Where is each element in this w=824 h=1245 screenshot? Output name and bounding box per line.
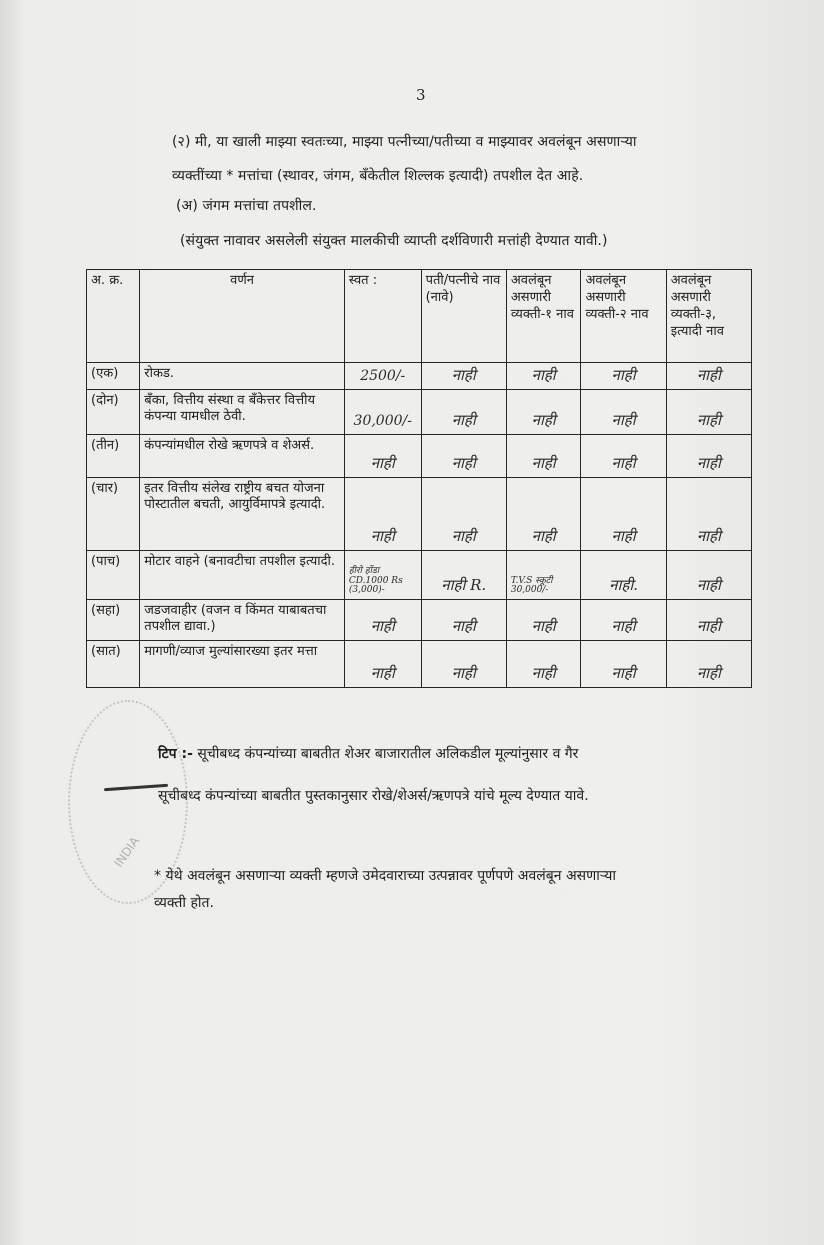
header-dependent-1: अवलंबून असणारी व्यक्ती-१ नाव <box>506 270 581 363</box>
row-dep3-value: नाही <box>666 434 751 477</box>
intro-line-1: (२) मी, या खाली माझ्या स्वतःच्या, माझ्या पत्नीच्या/पतीच्या व माझ्यावर अवलंबून असणाऱ्या <box>172 134 637 150</box>
row-dep3-value: नाही <box>666 389 751 434</box>
row-spouse-value: नाही R. <box>421 550 506 599</box>
row-self-value: नाही <box>344 477 421 550</box>
row-serial: (चार) <box>87 477 140 550</box>
row-dep3-value: नाही <box>666 477 751 550</box>
row-serial: (एक) <box>87 363 140 390</box>
row-description: इतर वित्तीय संलेख राष्ट्रीय बचत योजना पोस्टातील बचती, आयुर्विमापत्रे इत्यादी. <box>140 477 345 550</box>
table-row <box>87 363 752 390</box>
row-serial: (सहा) <box>87 599 140 640</box>
row-serial: (पाच) <box>87 550 140 599</box>
row-dep1-value: नाही <box>506 434 581 477</box>
footnote-line-2: व्यक्ती होत. <box>154 895 214 911</box>
note-label: टिप :- <box>158 746 193 762</box>
row-dep3-value: नाही <box>666 550 751 599</box>
row-self-value: नाही <box>344 599 421 640</box>
seal-text: INDIA <box>111 834 143 870</box>
table-header-row <box>87 270 752 363</box>
note-line-2: सूचीबध्द कंपन्यांच्या बाबतीत पुस्तकानुसार रोखे/शेअर्स/ऋणपत्रे यांचे मूल्य देण्यात यावे. <box>158 788 589 804</box>
row-spouse-value: नाही <box>421 434 506 477</box>
row-dep2-value: नाही <box>581 599 666 640</box>
row-description: मोटार वाहने (बनावटीचा तपशील इत्यादी. <box>140 550 345 599</box>
header-dependent-2: अवलंबून असणारी व्यक्ती-२ नाव <box>581 270 666 363</box>
row-dep2-value: नाही <box>581 477 666 550</box>
table-row <box>87 477 752 550</box>
row-dep1-value: नाही <box>506 640 581 687</box>
header-self: स्वत : <box>344 270 421 363</box>
intro-line-2: व्यक्तींच्या * मत्तांचा (स्थावर, जंगम, बँकेतील शिल्लक इत्यादी) तपशील देत आहे. <box>172 168 584 184</box>
row-description: जडजवाहीर (वजन व किंमत याबाबतचा तपशील द्यावा.) <box>140 599 345 640</box>
intro-line-3: (अ) जंगम मत्तांचा तपशील. <box>176 198 317 214</box>
row-spouse-value: नाही <box>421 640 506 687</box>
table-row <box>87 434 752 477</box>
row-dep2-value: नाही. <box>581 550 666 599</box>
row-description: कंपन्यांमधील रोखे ऋणपत्रे व शेअर्स. <box>140 434 345 477</box>
row-self-value: 30,000/- <box>344 389 421 434</box>
table-row <box>87 389 752 434</box>
header-dependent-3: अवलंबून असणारी व्यक्ती-३, इत्यादी नाव <box>666 270 751 363</box>
row-dep3-value: नाही <box>666 640 751 687</box>
row-dep1-value: नाही <box>506 389 581 434</box>
row-description: रोकड. <box>140 363 345 390</box>
page-number: 3 <box>416 86 426 104</box>
row-dep2-value: नाही <box>581 434 666 477</box>
row-dep1-value: T.V.S स्कूटी 30,000/- <box>506 550 581 599</box>
row-spouse-value: नाही <box>421 363 506 390</box>
row-description: मागणी/व्याज मुल्यांसारख्या इतर मत्ता <box>140 640 345 687</box>
row-dep3-value: नाही <box>666 363 751 390</box>
header-serial: अ. क्र. <box>87 270 140 363</box>
row-spouse-value: नाही <box>421 389 506 434</box>
table-row <box>87 550 752 599</box>
intro-line-4: (संयुक्त नावावर असलेली संयुक्त मालकीची व्याप्ती दर्शविणारी मत्तांही देण्यात यावी.) <box>180 233 608 249</box>
note-line-1 <box>158 744 578 763</box>
row-serial: (दोन) <box>87 389 140 434</box>
row-self-value: 2500/- <box>344 363 421 390</box>
row-dep2-value: नाही <box>581 389 666 434</box>
row-self-value: नाही <box>344 434 421 477</box>
row-description: बँका, वित्तीय संस्था व बँकेत्तर वित्तीय कंपन्या यामधील ठेवी. <box>140 389 345 434</box>
row-serial: (तीन) <box>87 434 140 477</box>
row-self-value: नाही <box>344 640 421 687</box>
row-dep1-value: नाही <box>506 363 581 390</box>
header-spouse: पती/पत्नीचे नाव (नावे) <box>421 270 506 363</box>
row-dep1-value: नाही <box>506 477 581 550</box>
row-serial: (सात) <box>87 640 140 687</box>
row-spouse-value: नाही <box>421 477 506 550</box>
row-spouse-value: नाही <box>421 599 506 640</box>
movable-assets-table <box>86 269 752 688</box>
note-text-1: सूचीबध्द कंपन्यांच्या बाबतीत शेअर बाजारातील अलिकडील मूल्यांनुसार व गैर <box>197 746 579 762</box>
footnote-line-1: * येथे अवलंबून असणाऱ्या व्यक्ती म्हणजे उमेदवाराच्या उत्पन्नावर पूर्णपणे अवलंबून असणाऱ्या <box>154 868 616 884</box>
row-dep1-value: नाही <box>506 599 581 640</box>
row-dep3-value: नाही <box>666 599 751 640</box>
header-description: वर्णन <box>140 270 345 363</box>
table-row <box>87 640 752 687</box>
table-row <box>87 599 752 640</box>
row-dep2-value: नाही <box>581 640 666 687</box>
row-self-value: हीरो होंडा CD.1000 Rs (3,000)- <box>344 550 421 599</box>
row-dep2-value: नाही <box>581 363 666 390</box>
